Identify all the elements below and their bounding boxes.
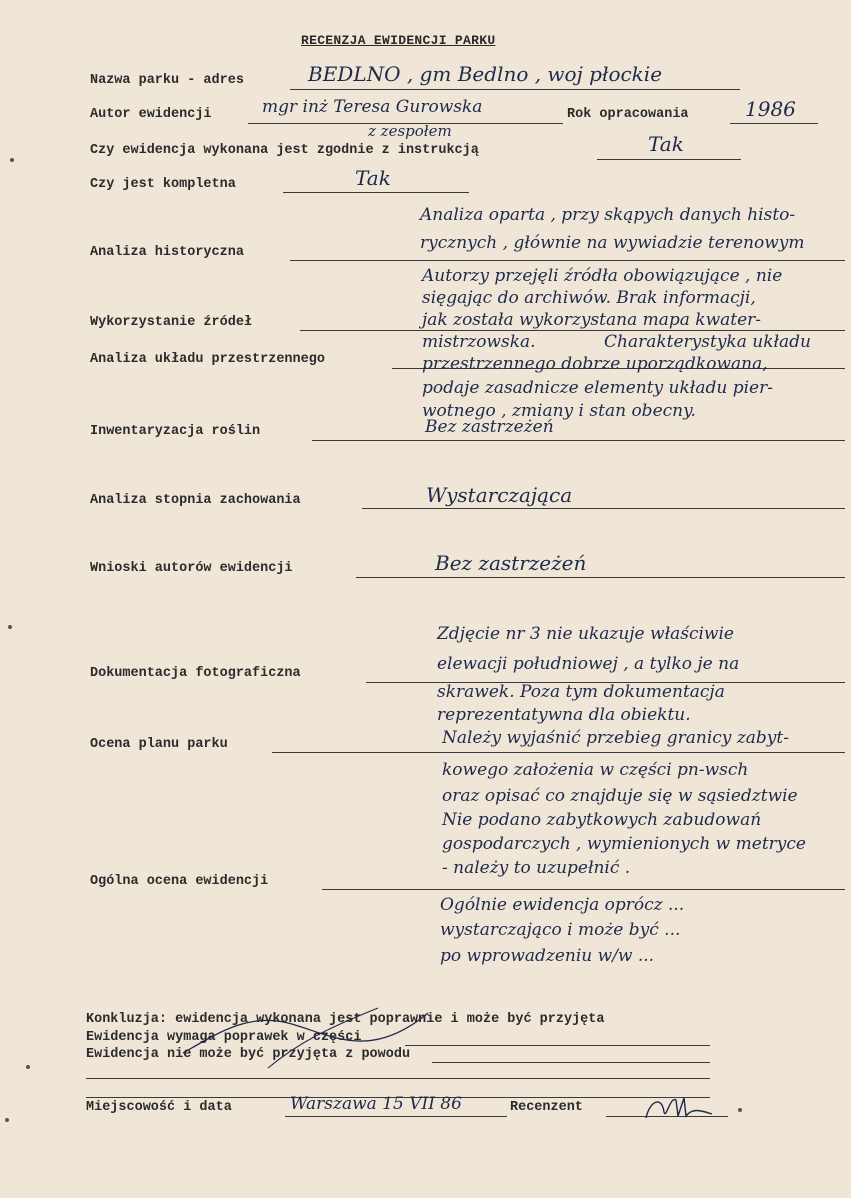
paper-speck bbox=[10, 158, 14, 162]
instruction-value: Tak bbox=[648, 132, 684, 156]
overall-line-1: Ogólnie ewidencja oprócz ... bbox=[440, 895, 685, 915]
complete-value: Tak bbox=[355, 166, 391, 190]
paper-speck bbox=[26, 1065, 30, 1069]
sources-line-4: mistrzowska. bbox=[422, 332, 536, 352]
conclusion-line-3-rule bbox=[432, 1062, 710, 1063]
plan-line-3: oraz opisać co znajduje się w sąsiedztwie bbox=[442, 786, 798, 806]
photo-line-1: Zdjęcie nr 3 nie ukazuje właściwie bbox=[437, 624, 734, 644]
spatial-line-1: Charakterystyka układu bbox=[604, 332, 812, 352]
reviewer-label: Recenzent bbox=[510, 1100, 583, 1115]
year-line bbox=[730, 123, 818, 124]
sources-line-3: jak została wykorzystana mapa kwater- bbox=[422, 310, 762, 330]
preservation-value: Wystarczająca bbox=[426, 483, 573, 507]
overall-line-3: po wprowadzeniu w/w ... bbox=[440, 946, 655, 966]
preservation-label: Analiza stopnia zachowania bbox=[90, 493, 301, 508]
overall-line-2: wystarczająco i może być ... bbox=[440, 920, 681, 940]
conclusion-line-3: Ewidencja nie może być przyjęta z powodu bbox=[86, 1047, 411, 1062]
paper-speck bbox=[5, 1118, 9, 1122]
place-value: Warszawa 15 VII 86 bbox=[290, 1094, 462, 1114]
sources-line-2: sięgając do archiwów. Brak informacji, bbox=[422, 288, 756, 308]
document-title: RECENZJA EWIDENCJI PARKU bbox=[301, 33, 496, 48]
sources-label: Wykorzystanie źródeł bbox=[90, 315, 253, 330]
author-team: z zespołem bbox=[368, 122, 452, 140]
paper-speck bbox=[8, 625, 12, 629]
plan-label: Ocena planu parku bbox=[90, 737, 228, 752]
historical-label: Analiza historyczna bbox=[90, 245, 244, 260]
overall-label: Ogólna ocena ewidencji bbox=[90, 874, 269, 889]
park-name-value: BEDLNO , gm Bedlno , woj płockie bbox=[308, 62, 663, 86]
plants-label: Inwentaryzacja roślin bbox=[90, 424, 261, 439]
conclusions-value: Bez zastrzeżeń bbox=[435, 551, 587, 575]
paper-speck bbox=[738, 1108, 742, 1112]
sources-line-1: Autorzy przejęli źródła obowiązujące , nie bbox=[422, 266, 783, 286]
author-value: mgr inż Teresa Gurowska bbox=[262, 97, 483, 117]
conclusion-extra-rule-1 bbox=[86, 1078, 710, 1079]
conclusion-line-2: Ewidencja wymaga poprawek w części bbox=[86, 1030, 362, 1045]
overall-line bbox=[322, 889, 845, 890]
plan-line-4: Nie podano zabytkowych zabudowań bbox=[442, 810, 762, 830]
strike-scribble bbox=[178, 1003, 438, 1073]
place-line bbox=[285, 1116, 507, 1117]
complete-line bbox=[283, 192, 469, 193]
preservation-line bbox=[362, 508, 845, 509]
place-label: Miejscowość i data bbox=[86, 1100, 232, 1115]
historical-line bbox=[290, 260, 845, 261]
photo-line-4: reprezentatywna dla obiektu. bbox=[437, 705, 691, 725]
spatial-label: Analiza układu przestrzennego bbox=[90, 352, 325, 367]
plan-line-1: Należy wyjaśnić przebieg granicy zabyt- bbox=[442, 728, 789, 748]
park-name-line bbox=[290, 89, 740, 90]
plan-line-5: gospodarczych , wymienionych w metryce bbox=[442, 834, 806, 854]
conclusion-line-2-rule bbox=[405, 1045, 710, 1046]
reviewer-signature bbox=[640, 1090, 730, 1126]
spatial-line-2: przestrzennego dobrze uporządkowana, bbox=[422, 354, 768, 374]
park-name-label: Nazwa parku - adres bbox=[90, 73, 244, 88]
spatial-line-3: podaje zasadnicze elementy układu pier- bbox=[422, 378, 773, 398]
plan-line-2: kowego założenia w części pn-wsch bbox=[442, 760, 749, 780]
year-value: 1986 bbox=[745, 97, 796, 121]
plants-line bbox=[312, 440, 845, 441]
sources-line bbox=[300, 330, 845, 331]
plan-line bbox=[272, 752, 845, 753]
year-label: Rok opracowania bbox=[567, 107, 689, 122]
photo-line-3: skrawek. Poza tym dokumentacja bbox=[437, 682, 725, 702]
complete-label: Czy jest kompletna bbox=[90, 177, 236, 192]
conclusions-label: Wnioski autorów ewidencji bbox=[90, 561, 293, 576]
photo-label: Dokumentacja fotograficzna bbox=[90, 666, 301, 681]
photo-line-2: elewacji południowej , a tylko je na bbox=[437, 654, 740, 674]
historical-line-1: Analiza oparta , przy skąpych danych histo- bbox=[420, 205, 796, 225]
instruction-line bbox=[597, 159, 741, 160]
conclusions-line bbox=[356, 577, 845, 578]
plan-line-6: - należy to uzupełnić . bbox=[442, 858, 631, 878]
spatial-line-4: wotnego , zmiany i stan obecny. bbox=[422, 401, 696, 421]
instruction-label: Czy ewidencja wykonana jest zgodnie z instrukcją bbox=[90, 143, 479, 158]
author-label: Autor ewidencji bbox=[90, 107, 212, 122]
conclusion-line-1: Konkluzja: ewidencja wykonana jest poprawnie i może być przyjęta bbox=[86, 1012, 605, 1027]
plants-value: Bez zastrzeżeń bbox=[425, 417, 554, 437]
historical-line-2: rycznych , głównie na wywiadzie terenowym bbox=[420, 233, 805, 253]
